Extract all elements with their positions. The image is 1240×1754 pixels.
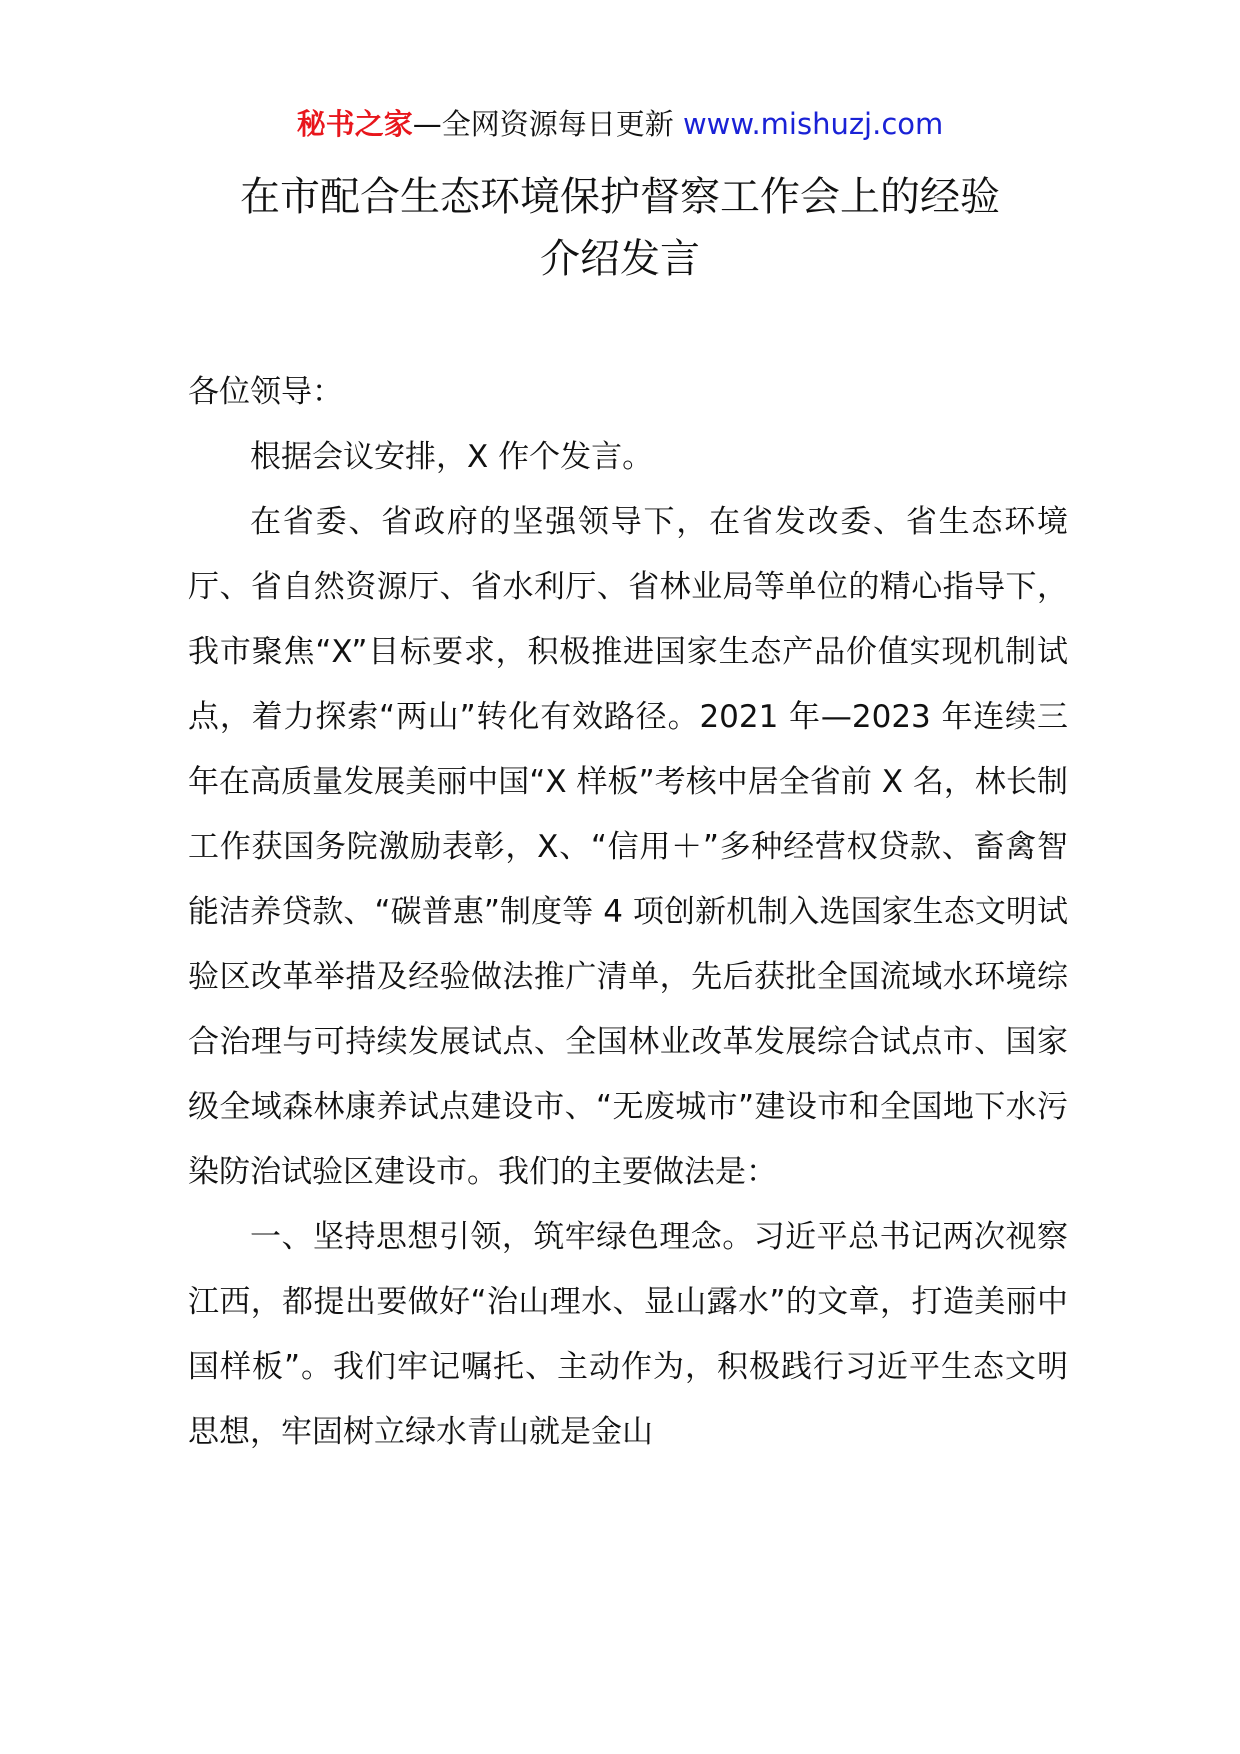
salutation: 各位领导： <box>188 374 343 410</box>
title-line-2: 介绍发言 <box>540 236 700 282</box>
site-link[interactable]: www.mishuzj.com <box>682 107 944 141</box>
document-title <box>0 166 1240 290</box>
brand-name: 秘书之家 <box>296 107 413 141</box>
header-tagline: —全网资源每日更新 <box>412 107 674 141</box>
title-line-1: 在市配合生态环境保护督察工作会上的经验 <box>240 174 1000 220</box>
paragraph-2: 在省委、省政府的坚强领导下，在省发改委、省生态环境厅、省自然资源厅、省水利厅、省林业局等单位的精心指导下，我市聚焦“X”目标要求，积极推进国家生态产品价值实现机制试点，着力探索“两山”转化有效路径。2021 年—2023 年连续三年在高质量发展美丽中国“X 样板”考核中居全省前 X 名，林长制工作获国务院激励表彰，X、“信用＋”多种经营权贷款、畜禽智能洁养贷款、“碳普惠”制度等 4 项创新机制入选国家生态文明试验区改革举措及经验做法推广清单，先后获批全国流域水环境综合治理与可持续发展试点、全国林业改革发展综合试点市、国家级全域森林康养试点建设市、“无废城市”建设市和全国地下水污染防治试验区建设市。我们的主要做法是： <box>188 504 1068 1190</box>
paragraph-1: 根据会议安排，X 作个发言。 <box>250 439 654 475</box>
watermark-header <box>0 104 1240 144</box>
document-body <box>188 360 1068 1465</box>
paragraph-3: 一、坚持思想引领，筑牢绿色理念。习近平总书记两次视察江西，都提出要做好“治山理水、显山露水”的文章，打造美丽中国样板”。我们牢记嘱托、主动作为，积极践行习近平生态文明思想，牢固树立绿水青山就是金山 <box>188 1219 1068 1450</box>
